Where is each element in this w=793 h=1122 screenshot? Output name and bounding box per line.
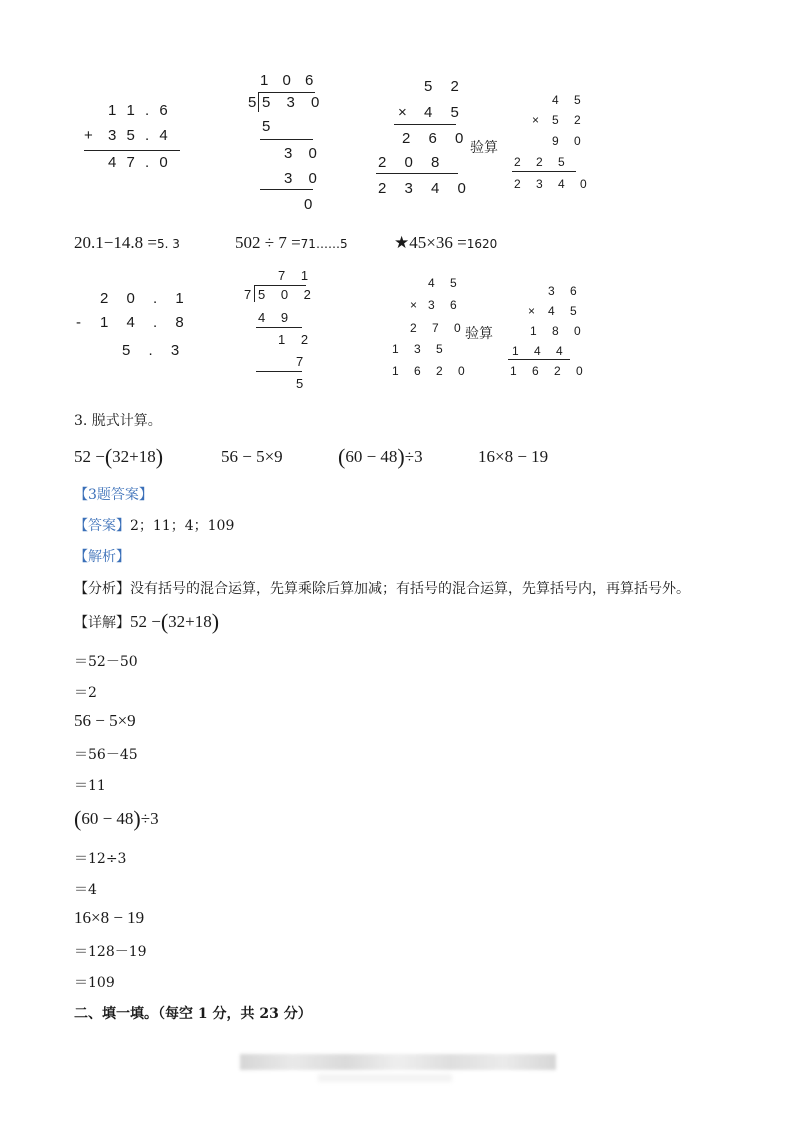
equation-2-answer: 71……5 [300,237,348,251]
product: 2 3 4 0 [514,177,593,191]
step-line-1 [260,139,313,140]
product-line-2 [376,173,458,174]
verify-label-1: 验算 [470,140,498,156]
multiplier: 5 2 [552,113,587,127]
times-sign: × [410,298,418,312]
vertical-multiplication-2 [512,93,593,198]
divisor: 5 [248,94,257,111]
long-division-2 [242,268,317,393]
addend-1: 1 1 . 6 [108,102,171,119]
step-3: 3 0 [284,170,323,187]
minuend: 2 0 . 1 [100,290,191,307]
vertical-multiplication-3 [390,276,471,381]
partial-1: 2 7 0 [410,321,467,335]
q3-expression-1: 52 −(32+18) [74,444,164,469]
times-sign: × [528,304,536,318]
step-line-1 [256,327,302,328]
product: 1 6 2 0 [392,364,471,378]
star-icon: ★ [394,233,410,252]
analysis-subtag: 【分析】 [74,581,130,597]
step-2: 3 0 [284,145,323,162]
long-division-1 [246,72,326,217]
step-10: ＝128－19 [74,944,147,960]
remainder: 0 [304,196,313,213]
step-6: (60 − 48)÷3 [74,806,159,831]
equation-1-expr: 20.1−14.8 = [74,233,157,252]
dividend: 5 3 0 [262,94,326,111]
quotient: 7 1 [278,268,315,283]
equation-3 [394,233,497,253]
vertical-addition-1 [84,100,184,175]
vertical-multiplication-4 [508,284,589,384]
question-3-title: 3. 脱式计算。 [74,413,162,429]
step-2: 1 2 [278,332,315,347]
division-bar [254,285,306,286]
minus-sign: - [76,314,81,331]
step-1: 5 [262,118,271,135]
multiplier: 3 6 [428,298,463,312]
sum: 4 7 . 0 [108,154,171,171]
multiplicand: 3 6 [548,284,583,298]
detail-tag: 【详解】 [74,615,130,631]
times-sign: × [398,104,407,121]
step-7: ＝12÷3 [74,851,127,867]
difference: 5 . 3 [122,342,187,359]
analysis-text: 没有括号的混合运算，先算乘除后算加减；有括号的混合运算，先算括号内，再算括号外。 [130,581,690,597]
partial-1: 1 8 0 [530,324,587,338]
step-5: ＝11 [74,778,106,794]
answer-line [74,515,234,535]
multiplicand: 4 5 [552,93,587,107]
remainder: 5 [296,376,304,391]
equation-2-expr: 502 ÷ 7 = [235,233,301,252]
dividend: 5 0 2 [258,287,317,302]
division-bracket [258,92,259,112]
multiplicand: 4 5 [428,276,463,290]
step-8: ＝4 [74,882,97,898]
step-line-2 [256,371,302,372]
vertical-multiplication-1 [376,78,473,203]
step-1: 4 9 [258,310,295,325]
section-title: 二、填一填。（每空 1 分，共 23 分） [74,1006,312,1022]
divisor: 7 [244,287,252,302]
partial-2: 2 0 8 [378,154,447,171]
step-2: ＝2 [74,685,97,701]
division-bar [258,92,315,93]
times-sign: × [532,113,540,127]
partial-2: 1 3 5 [392,342,449,356]
equation-1 [74,233,180,253]
partial-2: 2 2 5 [514,155,571,169]
product-line-1 [394,124,456,125]
step-9: 16×8 − 19 [74,908,145,927]
partial-1: 9 0 [552,134,587,148]
q3-expression-4: 16×8 − 19 [478,447,549,466]
step-1: ＝52－50 [74,654,138,670]
step-3: 56 − 5×9 [74,711,136,730]
product-line [512,171,576,172]
step-3: 7 [296,354,304,369]
sum-line [84,150,180,151]
verify-label-2: 验算 [465,326,493,342]
q3-expression-3: (60 − 48)÷3 [338,444,423,469]
detail-line: 【详解】52 −(32+18) [74,609,220,634]
step-4: ＝56－45 [74,747,138,763]
plus-sign: + [84,127,93,144]
multiplicand: 5 2 [424,78,466,95]
partial-1: 2 6 0 [402,130,471,147]
answer-tag: 【答案】 [74,518,130,534]
quotient: 1 0 6 [260,72,319,89]
answer-section-tag: 【3题答案】 [74,487,153,503]
addend-2: 3 5 . 4 [108,127,171,144]
step-line-2 [260,189,313,190]
product: 2 3 4 0 [378,180,473,197]
equation-3-expr: 45×36 = [409,233,467,252]
step-11: ＝109 [74,975,115,991]
subtrahend: 1 4 . 8 [100,314,191,331]
answer-text: 2；11；4；109 [130,518,235,534]
analysis-line [74,578,690,598]
product: 1 6 2 0 [510,364,589,378]
blurred-footer [240,1054,556,1070]
division-bracket [254,285,255,302]
equation-3-answer: 1620 [466,237,498,251]
analysis-tag: 【解析】 [74,549,130,565]
partial-2: 1 4 4 [512,344,569,358]
q3-expression-2: 56 − 5×9 [221,447,283,466]
blurred-footer-2 [318,1074,452,1082]
vertical-subtraction-1 [76,290,191,365]
multiplier: 4 5 [424,104,466,121]
product-line [508,359,570,360]
multiplier: 4 5 [548,304,583,318]
equation-1-answer: 5. 3 [156,237,180,251]
equation-2 [235,233,348,253]
